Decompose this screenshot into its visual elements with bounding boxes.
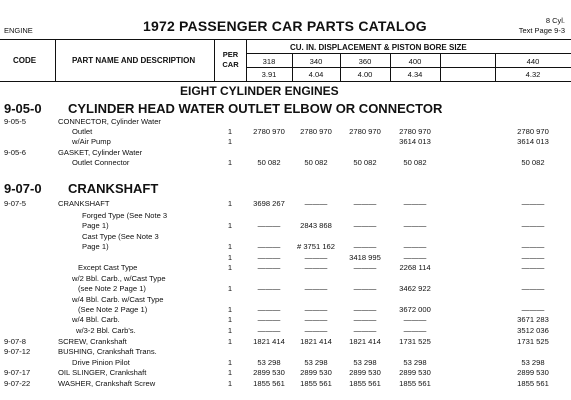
part-number-cell: 3462 922 — [399, 284, 431, 293]
cylinder-label: 8 Cyl. — [545, 16, 565, 25]
part-number-cell: ——— — [353, 284, 377, 293]
part-number-cell: ——— — [304, 263, 328, 272]
part-number-cell: ——— — [353, 242, 377, 251]
text-page-label: Text Page 9-3 — [518, 26, 565, 35]
part-number-cell: 3614 013 — [399, 137, 431, 146]
part-number-cell: 50 082 — [304, 158, 328, 167]
disp-400: 400 — [408, 57, 422, 66]
section-number-crankshaft: 9-07-0 — [4, 181, 42, 196]
eight-cylinder-heading: EIGHT CYLINDER ENGINES — [180, 84, 339, 98]
row-description: Outlet — [72, 127, 93, 136]
part-number-cell: 50 082 — [403, 158, 427, 167]
row-code: 9-07-22 — [4, 379, 31, 388]
row-per-car: 1 — [227, 221, 233, 230]
bore-318: 3.91 — [261, 70, 277, 79]
page-title: 1972 PASSENGER CAR PARTS CATALOG — [143, 18, 427, 34]
disp-360: 360 — [358, 57, 372, 66]
part-number-cell: 2899 530 — [349, 368, 381, 377]
per-car-header: PER CAR — [222, 50, 239, 69]
part-number-cell: ——— — [403, 315, 427, 324]
bore-400: 4.34 — [407, 70, 423, 79]
part-number-cell: ——— — [353, 305, 377, 314]
section-number-water-outlet: 9-05-0 — [4, 101, 42, 116]
row-per-car: 1 — [227, 326, 233, 335]
part-number-cell: ——— — [257, 253, 281, 262]
part-number-cell: 1731 525 — [399, 337, 431, 346]
row-per-car: 1 — [227, 158, 233, 167]
part-number-cell: 2780 970 — [517, 127, 549, 136]
bore-360: 4.00 — [357, 70, 373, 79]
part-number-cell: 1855 561 — [300, 379, 332, 388]
part-number-cell: 2899 530 — [300, 368, 332, 377]
row-description: (see Note 2 Page 1) — [78, 284, 146, 293]
part-number-cell: ——— — [403, 326, 427, 335]
part-number-cell: ——— — [257, 263, 281, 272]
part-number-cell: 53 298 — [403, 358, 427, 367]
part-number-cell: 1821 414 — [349, 337, 381, 346]
part-number-cell: ——— — [304, 305, 328, 314]
row-per-car: 1 — [227, 315, 233, 324]
part-number-cell: ——— — [257, 221, 281, 230]
part-number-cell: 1821 414 — [253, 337, 285, 346]
part-number-cell: 50 082 — [521, 158, 545, 167]
part-number-cell: 3512 036 — [517, 326, 549, 335]
row-description: Except Cast Type — [78, 263, 138, 272]
row-description: WASHER, Crankshaft Screw — [58, 379, 156, 388]
part-number-cell: ——— — [257, 326, 281, 335]
bore-340: 4.04 — [308, 70, 324, 79]
part-number-cell: ——— — [304, 199, 328, 208]
displacement-header: CU. IN. DISPLACEMENT & PISTON BORE SIZE — [290, 43, 467, 52]
part-number-cell: ——— — [257, 305, 281, 314]
row-description: w/4 Bbl. Carb. w/Cast Type — [72, 295, 164, 304]
part-number-cell: 2899 530 — [253, 368, 285, 377]
row-per-car: 1 — [227, 242, 233, 251]
row-per-car: 1 — [227, 284, 233, 293]
part-number-cell: ——— — [521, 305, 545, 314]
code-header: CODE — [13, 56, 37, 65]
part-number-cell: ——— — [353, 221, 377, 230]
part-number-cell: 1855 561 — [517, 379, 549, 388]
row-code: 9-07-12 — [4, 347, 31, 356]
section-title-water-outlet: CYLINDER HEAD WATER OUTLET ELBOW OR CONNECTOR — [68, 101, 443, 116]
row-per-car: 1 — [227, 368, 233, 377]
row-per-car: 1 — [227, 199, 233, 208]
row-description: BUSHING, Crankshaft Trans. — [58, 347, 157, 356]
row-description: w/3-2 Bbl. Carb's. — [76, 326, 136, 335]
part-number-cell: ——— — [521, 242, 545, 251]
part-number-cell: ——— — [304, 253, 328, 262]
row-description: OIL SLINGER, Crankshaft — [58, 368, 147, 377]
part-number-cell: ——— — [353, 315, 377, 324]
section-title-crankshaft: CRANKSHAFT — [68, 181, 159, 196]
part-number-cell: 50 082 — [257, 158, 281, 167]
row-per-car: 1 — [227, 305, 233, 314]
part-number-cell: ——— — [521, 221, 545, 230]
row-description: Forged Type (See Note 3 — [82, 211, 168, 220]
part-number-cell: # 3751 162 — [296, 242, 335, 251]
disp-318: 318 — [262, 57, 276, 66]
row-per-car: 1 — [227, 263, 233, 272]
part-number-cell: ——— — [403, 221, 427, 230]
engine-label: ENGINE — [4, 26, 33, 35]
part-number-cell: ——— — [304, 315, 328, 324]
part-header: PART NAME AND DESCRIPTION — [72, 56, 196, 65]
part-number-cell: ——— — [403, 253, 427, 262]
row-description: Page 1) — [82, 221, 109, 230]
part-number-cell: 50 082 — [353, 158, 377, 167]
row-per-car: 1 — [227, 137, 233, 146]
part-number-cell: ——— — [521, 253, 545, 262]
row-code: 9-07-17 — [4, 368, 31, 377]
part-number-cell: 53 298 — [521, 358, 545, 367]
row-per-car: 1 — [227, 379, 233, 388]
row-code: 9-07-8 — [4, 337, 26, 346]
part-number-cell: 1821 414 — [300, 337, 332, 346]
part-number-cell: 2780 970 — [253, 127, 285, 136]
row-per-car: 1 — [227, 358, 233, 367]
disp-340: 340 — [309, 57, 323, 66]
part-number-cell: 3672 000 — [399, 305, 431, 314]
part-number-cell: 3418 995 — [349, 253, 381, 262]
part-number-cell: 2780 970 — [300, 127, 332, 136]
row-code: 9-07-5 — [4, 199, 26, 208]
row-description: w/4 Bbl. Carb. — [72, 315, 120, 324]
part-number-cell: 53 298 — [353, 358, 377, 367]
part-number-cell: ——— — [257, 284, 281, 293]
part-number-cell: 1855 561 — [349, 379, 381, 388]
part-number-cell: ——— — [304, 326, 328, 335]
part-number-cell: 2899 530 — [517, 368, 549, 377]
part-number-cell: 3614 013 — [517, 137, 549, 146]
part-number-cell: ——— — [257, 315, 281, 324]
part-number-cell: 2780 970 — [399, 127, 431, 136]
row-per-car: 1 — [227, 337, 233, 346]
part-number-cell: 2780 970 — [349, 127, 381, 136]
part-number-cell: ——— — [403, 199, 427, 208]
disp-440: 440 — [526, 57, 540, 66]
part-number-cell: ——— — [304, 284, 328, 293]
part-number-cell: 2268 114 — [399, 263, 431, 272]
row-description: w/2 Bbl. Carb., w/Cast Type — [72, 274, 166, 283]
part-number-cell: ——— — [403, 242, 427, 251]
part-number-cell: 3698 267 — [253, 199, 285, 208]
row-description: Drive Pinion Pilot — [72, 358, 130, 367]
row-description: CONNECTOR, Cylinder Water — [58, 117, 161, 126]
part-number-cell: ——— — [521, 284, 545, 293]
part-number-cell: 2843 868 — [300, 221, 332, 230]
part-number-cell: ——— — [353, 326, 377, 335]
part-number-cell: ——— — [521, 199, 545, 208]
part-number-cell: ——— — [353, 199, 377, 208]
part-number-cell: 53 298 — [304, 358, 328, 367]
row-code: 9-05-5 — [4, 117, 26, 126]
row-code: 9-05-6 — [4, 148, 26, 157]
row-description: Page 1) — [82, 242, 109, 251]
row-description: SCREW, Crankshaft — [58, 337, 127, 346]
part-number-cell: ——— — [353, 263, 377, 272]
part-number-cell: 1855 561 — [253, 379, 285, 388]
bore-440: 4.32 — [525, 70, 541, 79]
part-number-cell: 3671 283 — [517, 315, 549, 324]
part-number-cell: 53 298 — [257, 358, 281, 367]
row-description: (See Note 2 Page 1) — [78, 305, 148, 314]
row-description: Cast Type (See Note 3 — [82, 232, 159, 241]
part-number-cell: 2899 530 — [399, 368, 431, 377]
part-number-cell: 1731 525 — [517, 337, 549, 346]
row-description: Outlet Connector — [72, 158, 130, 167]
row-description: w/Air Pump — [72, 137, 111, 146]
row-description: CRANKSHAFT — [58, 199, 110, 208]
part-number-cell: ——— — [521, 263, 545, 272]
part-number-cell: ——— — [257, 242, 281, 251]
part-number-cell: 1855 561 — [399, 379, 431, 388]
row-per-car: 1 — [227, 127, 233, 136]
row-per-car: 1 — [227, 253, 233, 262]
row-description: GASKET, Cylinder Water — [58, 148, 143, 157]
